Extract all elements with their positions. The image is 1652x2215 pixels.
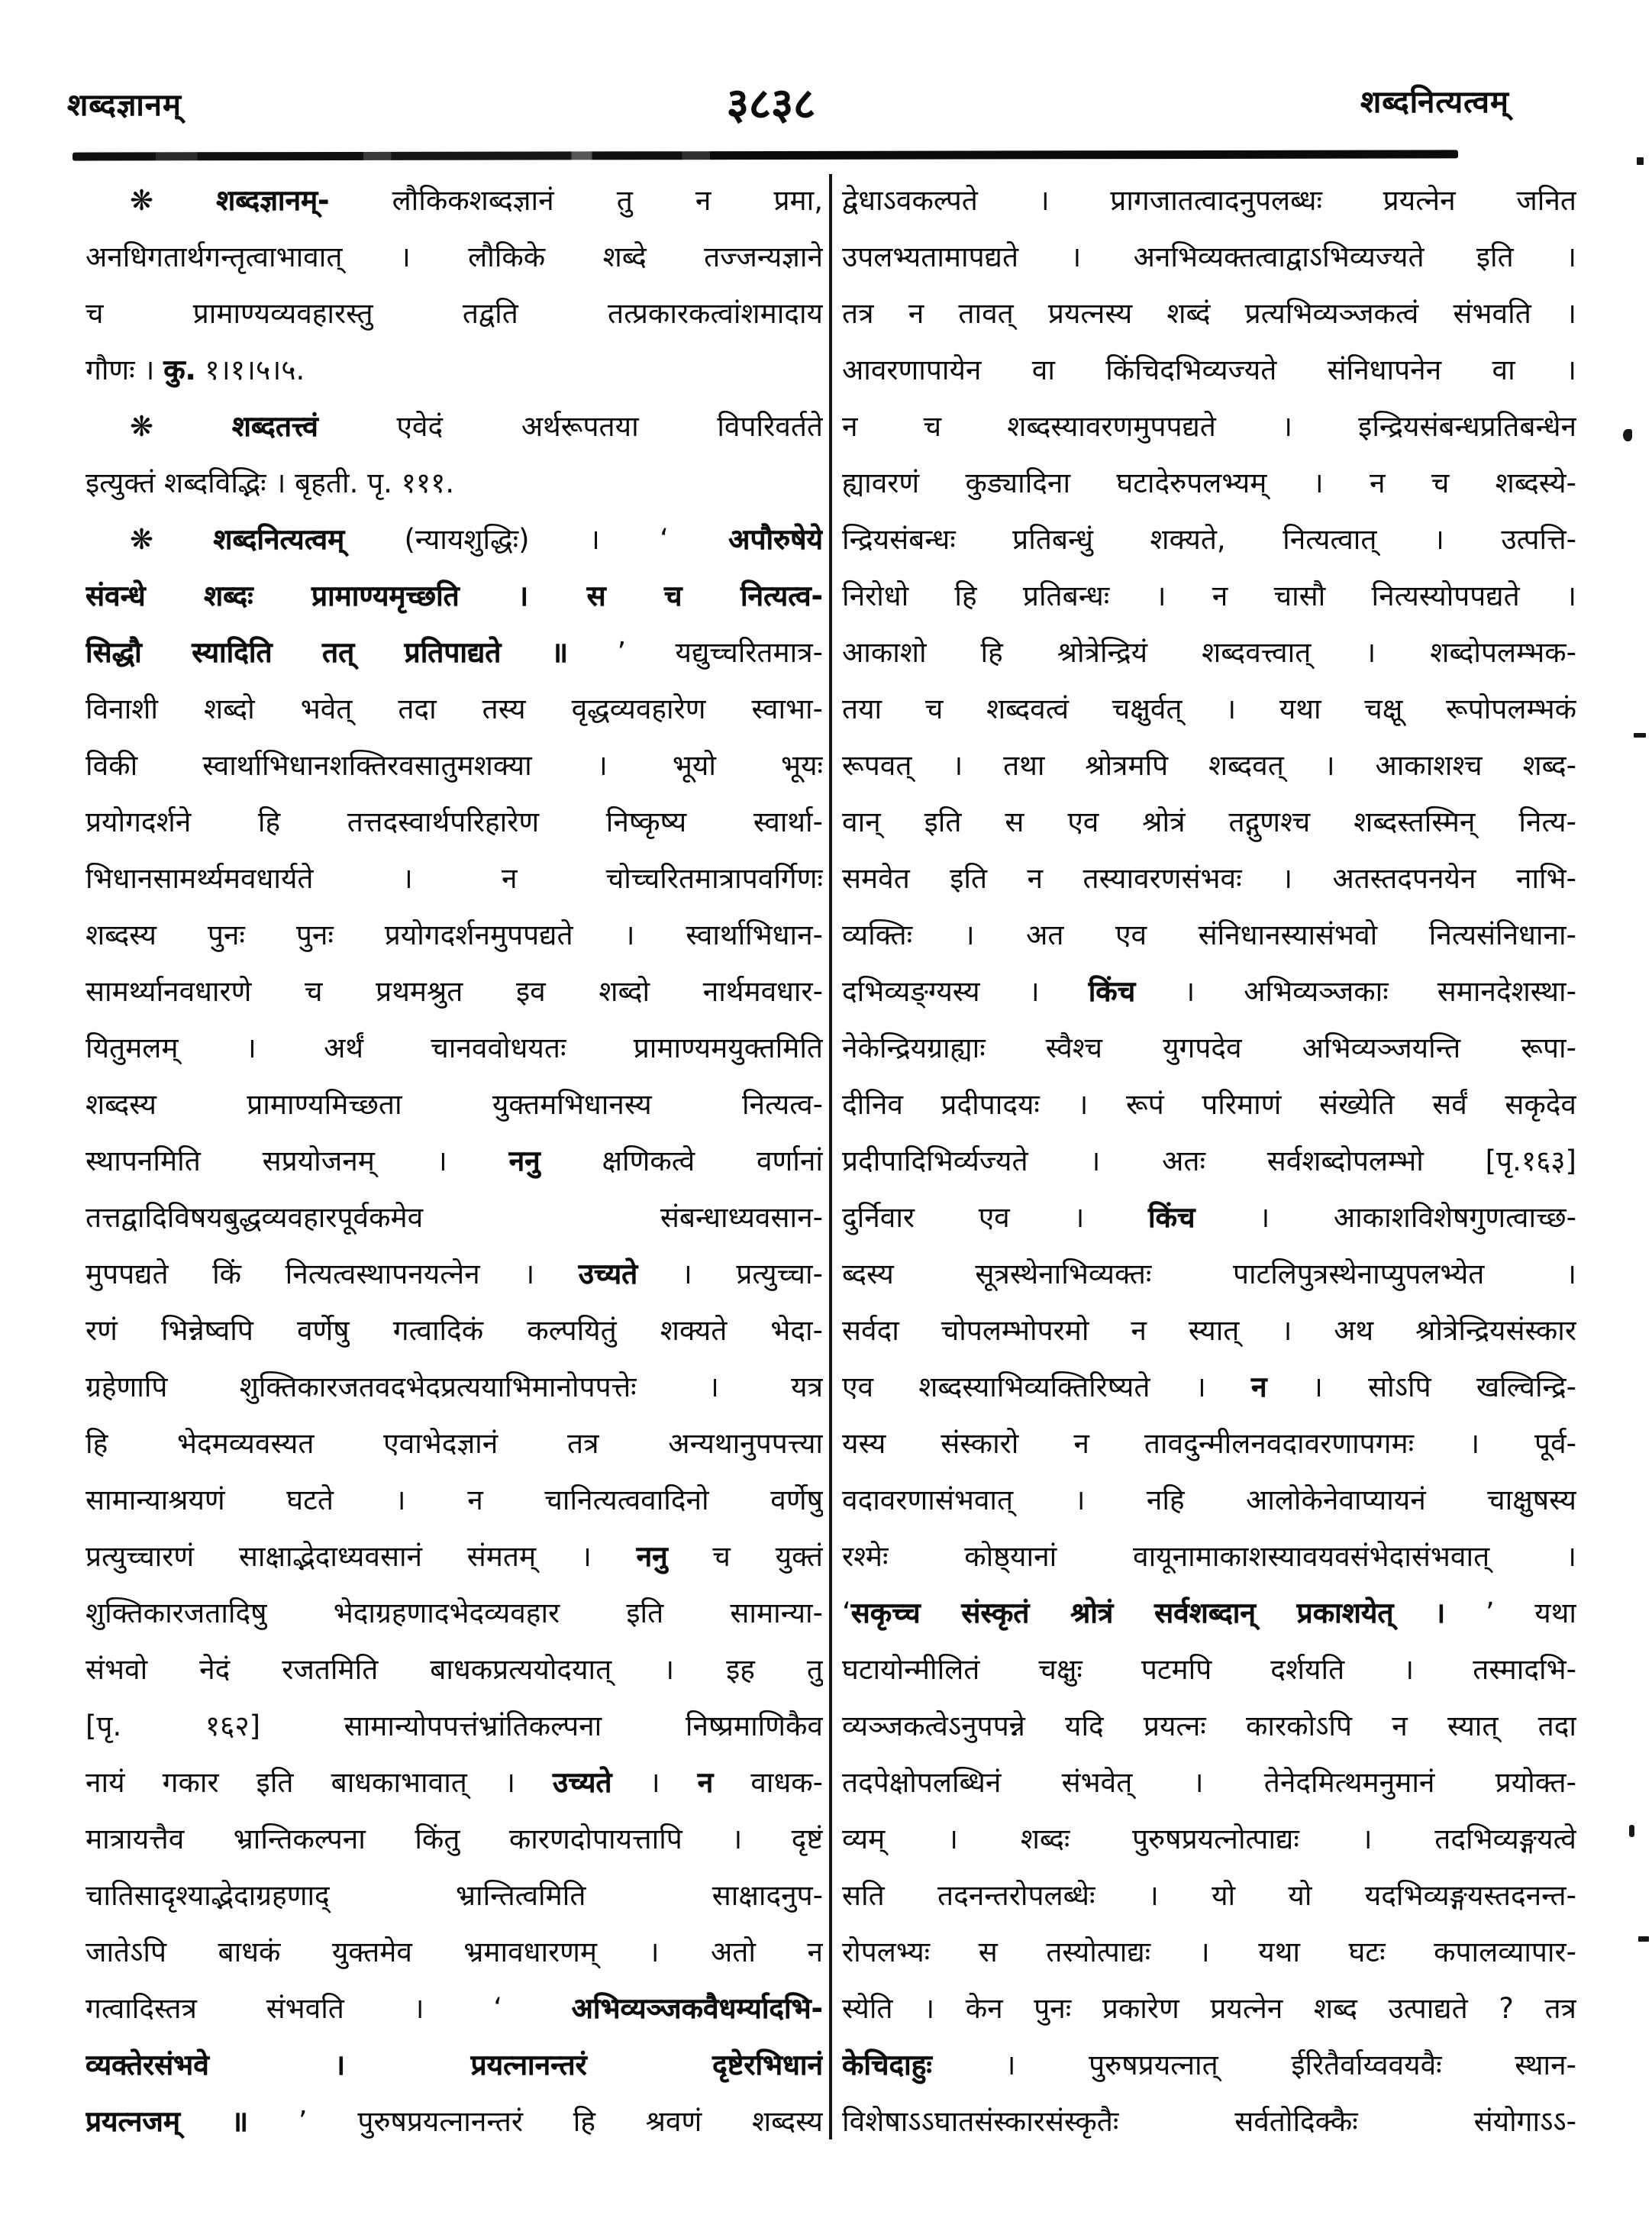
- text-run: । पुरुषप्रयत्नात् ईरितैर्वाय्ववयवैः स्थान-: [931, 2049, 1576, 2081]
- text-line: [842, 512, 1576, 568]
- bold-text-run: केचिदाहुः: [842, 2049, 932, 2081]
- text-run: विशेषाऽऽघातसंस्कारसंस्कृतैः सर्वतोदिक्कैः संयोगाऽऽ-: [842, 2105, 1576, 2138]
- bold-text-run: किंच: [1148, 1201, 1195, 1234]
- text-line: [86, 681, 823, 738]
- text-line: [86, 1755, 823, 1811]
- bold-text-run: ननु: [508, 1145, 540, 1177]
- text-run: [पृ. १६२] सामान्योपपत्तंभ्रांतिकल्पना निष्प्रमाणिकैव: [86, 1710, 823, 1742]
- text-run: ब्दस्य सूत्रस्थेनाभिव्यक्तः पाटलिपुत्रस्थेनाप्युपलभ्येत ।: [842, 1258, 1576, 1290]
- bold-text-run: शब्दज्ञानम्-: [216, 184, 330, 217]
- text-line: [86, 1359, 823, 1416]
- text-line: [86, 1642, 823, 1698]
- text-run: ।: [611, 1766, 698, 1799]
- text-line: [842, 1020, 1576, 1077]
- text-line: [86, 229, 823, 286]
- text-line: [842, 1811, 1576, 1868]
- text-line: [86, 1246, 823, 1303]
- scan-speck: [1637, 157, 1644, 165]
- bold-text-run: शब्दतत्त्वं: [231, 410, 318, 443]
- left-column: [86, 173, 823, 2150]
- text-line: [842, 851, 1576, 907]
- text-line: [86, 1868, 823, 1924]
- text-line: [86, 1190, 823, 1246]
- text-run: ‘: [842, 1597, 851, 1629]
- text-run: उपलभ्यतामापद्यते । अनभिव्यक्तत्वाद्वाऽभिव्यज्यते इति ।: [842, 241, 1576, 273]
- text-run: ग्रहेणापि शुक्तिकारजतवदभेदप्रत्ययाभिमानोपपत्तेः । यत्र: [86, 1371, 823, 1403]
- text-run: लौकिकशब्दज्ञानं तु न प्रमा,: [329, 184, 823, 217]
- text-run: स्येति । केन पुनः प्रकारेण प्रयत्नेन शब्द उत्पाद्यते ? तत्र: [842, 1992, 1576, 2025]
- text-line: [86, 568, 823, 625]
- text-run: च युक्तं: [667, 1540, 823, 1573]
- text-line: [842, 681, 1576, 738]
- text-run: समवेत इति न तस्यावरणसंभवः । अतस्तदपनयेन नाभि-: [842, 862, 1576, 895]
- scan-speck: [1634, 733, 1646, 738]
- text-run: दीनिव प्रदीपादयः । रूपं परिमाणं संख्येति सर्वं सकृदेव: [842, 1088, 1576, 1121]
- text-line: [842, 964, 1576, 1020]
- text-run: तया च शब्दवत्वं चक्षुर्वत् । यथा चक्षू रूपोपलम्भकं: [842, 693, 1576, 725]
- text-run: गौणः ।: [86, 354, 164, 386]
- text-run: वाधक-: [713, 1766, 823, 1799]
- bold-text-run: किंच: [1088, 975, 1136, 1008]
- text-run: सामर्थ्यानवधारणे च प्रथमश्रुत इव शब्दो नार्थमवधार-: [86, 975, 823, 1008]
- bold-text-run: न: [697, 1766, 714, 1799]
- text-run: ❋: [130, 523, 214, 556]
- text-run: ’ पुरुषप्रयत्नानन्तरं हि श्रवणं शब्दस्य: [248, 2105, 823, 2138]
- text-run: । सोऽपि खल्विन्द्रि-: [1266, 1371, 1576, 1403]
- text-run: रश्मेः कोष्ठ्यानां वायूनामाकाशस्यावयवसंभेदासंभवात् ।: [842, 1540, 1576, 1573]
- text-line: [86, 1077, 823, 1133]
- text-run: जातेऽपि बाधकं युक्तमेव भ्रमावधारणम् । अतो न: [86, 1936, 823, 1968]
- text-line: [86, 1416, 823, 1472]
- text-run: च प्रामाण्यव्यवहारस्तु तद्वति तत्प्रकारकत्वांशमादाय: [86, 297, 823, 330]
- text-line: [86, 455, 823, 512]
- text-line: [842, 2094, 1576, 2150]
- text-line: [842, 1529, 1576, 1585]
- text-line: [86, 1133, 823, 1190]
- text-run: तदपेक्षोपलब्धिनं संभवेत् । तेनेदमित्थमनुमानं प्रयोक्त-: [842, 1766, 1576, 1799]
- text-line: [842, 399, 1576, 455]
- bold-text-run: सकृच्च संस्कृतं श्रोत्रं सर्वशब्दान् प्रकाशयेत् ।: [850, 1597, 1446, 1629]
- scan-speck: [1623, 429, 1632, 441]
- text-line: [86, 512, 823, 568]
- header-rule: [73, 150, 1458, 160]
- text-line: [86, 2094, 823, 2150]
- text-line: [86, 964, 823, 1020]
- text-run: तत्र न तावत् प्रयत्नस्य शब्दं प्रत्यभिव्यञ्जकत्वं संभवति ।: [842, 297, 1576, 330]
- text-run: विनाशी शब्दो भवेत् तदा तस्य वृद्धव्यवहारेण स्वाभा-: [86, 693, 823, 725]
- text-line: [86, 738, 823, 794]
- text-run: हि भेदमव्यवस्यत एवाभेदज्ञानं तत्र अन्यथानुपपत्त्या: [86, 1427, 823, 1460]
- text-run: शुक्तिकारजतादिषु भेदाग्रहणादभेदव्यवहार इति सामान्या-: [86, 1597, 823, 1629]
- text-line: [86, 851, 823, 907]
- scan-speck: [1638, 1936, 1649, 1942]
- text-line: [86, 1924, 823, 1981]
- text-line: [86, 286, 823, 342]
- scan-speck: [1629, 1825, 1634, 1837]
- text-run: यस्य संस्कारो न तावदुन्मीलनवदावरणापगमः । पूर्व-: [842, 1427, 1576, 1460]
- text-run: मुपपद्यते किं नित्यत्वस्थापनयत्नेन ।: [86, 1258, 579, 1290]
- bold-text-run: शब्दनित्यत्वम्: [213, 523, 345, 556]
- text-line: [86, 907, 823, 964]
- text-line: [86, 625, 823, 681]
- text-line: [842, 1472, 1576, 1529]
- text-run: सति तदनन्तरोपलब्धेः । यो यो यदभिव्यङ्गयस्तदनन्त-: [842, 1879, 1576, 1912]
- bold-text-run: अपौरुषेये: [728, 523, 823, 556]
- text-run: दभिव्यङ्ग्यस्य ।: [842, 975, 1089, 1008]
- text-run: । आकाशविशेषगुणत्वाच्छ-: [1195, 1201, 1576, 1234]
- bold-text-run: ननु: [636, 1540, 668, 1573]
- text-run: आकाशो हि श्रोत्रेन्द्रियं शब्दवत्त्वात् । शब्दोपलम्भक-: [842, 636, 1576, 669]
- text-run: दुर्निवार एव ।: [842, 1201, 1149, 1234]
- text-run: वदावरणासंभवात् । नहि आलोकेनेवाप्यायनं चाक्षुषस्य: [842, 1484, 1576, 1516]
- text-line: [842, 1246, 1576, 1303]
- text-line: [86, 1981, 823, 2037]
- text-run: भिधानसामर्थ्यमवधार्यते । न चोच्चरितमात्रापवर्गिणः: [86, 862, 823, 895]
- text-line: [842, 342, 1576, 399]
- text-run: नायं गकार इति बाधकाभावात् ।: [86, 1766, 553, 1799]
- text-line: [86, 342, 823, 399]
- text-line: [86, 2037, 823, 2094]
- text-run: गत्वादिस्तत्र संभवति । ‘: [86, 1992, 572, 2025]
- page-number: ३८३८: [726, 79, 816, 129]
- text-line: [842, 1642, 1576, 1698]
- text-line: [86, 1811, 823, 1868]
- text-run: ’ यथा: [1445, 1597, 1576, 1629]
- text-line: [842, 455, 1576, 512]
- text-run: घटायोन्मीलितं चक्षुः पटमपि दर्शयति । तस्मादभि-: [842, 1653, 1576, 1686]
- text-run: वान् इति स एव श्रोत्रं तद्गुणश्च शब्दस्तस्मिन् नित्य-: [842, 806, 1576, 838]
- bold-text-run: उच्यते: [578, 1258, 638, 1290]
- column-divider: [829, 174, 832, 2139]
- text-run: । प्रत्युच्चा-: [637, 1258, 823, 1290]
- text-line: [842, 1868, 1576, 1924]
- text-run: व्यञ्जकत्वेऽनुपपन्ने यदि प्रयत्नः कारकोऽपि न स्यात् तदा: [842, 1710, 1576, 1742]
- text-run: विकी स्वार्थाभिधानशक्तिरवसातुमशक्या । भूयो भूयः: [86, 749, 823, 782]
- text-line: [842, 1416, 1576, 1472]
- text-line: [842, 1303, 1576, 1359]
- text-run: क्षणिकत्वे वर्णानां: [540, 1145, 823, 1177]
- running-head-right: शब्दनित्यत्वम्: [1360, 85, 1509, 120]
- text-line: [842, 1924, 1576, 1981]
- text-run: प्रत्युच्चारणं साक्षाद्भेदाध्यवसानं संमतम् ।: [86, 1540, 637, 1573]
- text-line: [842, 1077, 1576, 1133]
- text-run: शब्दस्य प्रामाण्यमिच्छता युक्तमभिधानस्य नित्यत्व-: [86, 1088, 823, 1121]
- text-run: मात्रायत्तैव भ्रान्तिकल्पना किंतु कारणदोपायत्तापि । दृष्टं: [86, 1823, 823, 1855]
- text-line: [842, 173, 1576, 229]
- text-line: [842, 907, 1576, 964]
- text-run: आवरणापायेन वा किंचिदभिव्यज्यते संनिधापनेन वा ।: [842, 354, 1576, 386]
- running-head-left: शब्दज्ञानम्: [67, 88, 182, 123]
- text-run: एव शब्दस्याभिव्यक्तिरिष्यते ।: [842, 1371, 1252, 1403]
- text-run: प्रदीपादिभिर्व्यज्यते । अतः सर्वशब्दोपलम्भो [पृ.१६३]: [842, 1145, 1576, 1177]
- text-run: इत्युक्तं शब्दविद्भिः । बृहती. पृ. १११.: [86, 467, 455, 499]
- text-line: [842, 1133, 1576, 1190]
- text-run: ह्यावरणं कुड्यादिना घटादेरुपलभ्यम् । न च शब्दस्ये-: [842, 467, 1576, 499]
- bold-text-run: अभिव्यञ्जकवैधर्म्यादभि-: [571, 1992, 823, 2025]
- text-line: [842, 568, 1576, 625]
- bold-text-run: न: [1251, 1371, 1267, 1403]
- bold-text-run: उच्यते: [553, 1766, 612, 1799]
- text-run: । अभिव्यञ्जकाः समानदेशस्था-: [1135, 975, 1576, 1008]
- text-run: द्वेधाऽवकल्पते । प्रागजातत्वादनुपलब्धः प्रयत्नेन जनित: [842, 184, 1576, 217]
- text-line: [86, 1020, 823, 1077]
- text-line: [86, 794, 823, 851]
- text-line: [842, 1698, 1576, 1755]
- text-line: [842, 1359, 1576, 1416]
- text-run: रोपलभ्यः स तस्योत्पाद्यः । यथा घटः कपालव्यापार-: [842, 1936, 1576, 1968]
- text-run: तत्तद्वादिविषयबुद्धव्यवहारपूर्वकमेव संबन्धाध्यवसान-: [86, 1201, 823, 1234]
- text-run: न च शब्दस्यावरणमुपपद्यते । इन्द्रियसंबन्धप्रतिबन्धेन: [842, 410, 1576, 443]
- text-run: रूपवत् । तथा श्रोत्रमपि शब्दवत् । आकाशश्च शब्द-: [842, 749, 1576, 782]
- text-line: [842, 229, 1576, 286]
- text-line: [842, 2037, 1576, 2094]
- text-run: व्यक्तिः । अत एव संनिधानस्यासंभवो नित्यसंनिधाना-: [842, 919, 1576, 951]
- bold-text-run: सिद्धौ स्यादिति तत् प्रतिपाद्यते ॥: [86, 636, 569, 669]
- text-line: [842, 1190, 1576, 1246]
- text-run: संभवो नेदं रजतमिति बाधकप्रत्ययोदयात् । इह तु: [86, 1653, 823, 1686]
- text-run: (न्यायशुद्धिः) । ‘: [344, 523, 729, 556]
- text-line: [86, 1698, 823, 1755]
- text-run: स्थापनमिति सप्रयोजनम् ।: [86, 1145, 509, 1177]
- text-line: [86, 1585, 823, 1642]
- text-line: [86, 1472, 823, 1529]
- right-column: [842, 173, 1576, 2150]
- text-run: एवेदं अर्थरूपतया विपरिवर्तते: [318, 410, 823, 443]
- text-run: १।१।५।५.: [195, 354, 305, 386]
- text-run: न्द्रियसंबन्धः प्रतिबन्धुं शक्यते, नित्यत्वात् । उत्पत्ति-: [842, 523, 1576, 556]
- text-line: [86, 399, 823, 455]
- bold-text-run: कु.: [163, 354, 196, 386]
- text-run: यितुमलम् । अर्थं चानववोधयतः प्रामाण्यमयुक्तमिति: [86, 1032, 823, 1064]
- text-line: [86, 1303, 823, 1359]
- text-run: प्रयोगदर्शने हि तत्तदस्वार्थपरिहारेण निष्कृष्य स्वार्था-: [86, 806, 823, 838]
- bold-text-run: व्यक्तेरसंभवे । प्रयत्नानन्तरं दृष्टेरभिधानं: [86, 2049, 823, 2081]
- text-run: व्यम् । शब्दः पुरुषप्रयत्नोत्पाद्यः । तदभिव्यङ्गयत्वे: [842, 1823, 1576, 1855]
- text-line: [842, 1981, 1576, 2037]
- text-line: [86, 1529, 823, 1585]
- text-run: सर्वदा चोपलम्भोपरमो न स्यात् । अथ श्रोत्रेन्द्रियसंस्कार: [842, 1314, 1576, 1347]
- text-run: ❋: [130, 410, 232, 443]
- text-line: [842, 1755, 1576, 1811]
- text-run: नेकेन्द्रियग्राह्याः स्वैश्च युगपदेव अभिव्यञ्जयन्ति रूपा-: [842, 1032, 1576, 1064]
- bold-text-run: संवन्धे शब्दः प्रामाण्यमृच्छति । स च नित्यत्व-: [86, 580, 823, 612]
- text-line: [842, 1585, 1576, 1642]
- text-run: रणं भिन्नेष्वपि वर्णेषु गत्वादिकं कल्पयितुं शक्यते भेदा-: [86, 1314, 823, 1347]
- bold-text-run: प्रयत्नजम् ॥: [86, 2105, 249, 2138]
- text-line: [842, 738, 1576, 794]
- text-run: अनधिगतार्थगन्तृत्वाभावात् । लौकिके शब्दे तज्जन्यज्ञाने: [86, 241, 823, 273]
- text-run: शब्दस्य पुनः पुनः प्रयोगदर्शनमुपपद्यते । स्वार्थाभिधान-: [86, 919, 823, 951]
- text-line: [842, 625, 1576, 681]
- text-line: [842, 794, 1576, 851]
- text-run: सामान्याश्रयणं घटते । न चानित्यत्ववादिनो वर्णेषु: [86, 1484, 823, 1516]
- text-run: चातिसादृश्याद्भेदाग्रहणाद् भ्रान्तित्वमिति साक्षादनुप-: [86, 1879, 823, 1912]
- text-run: निरोधो हि प्रतिबन्धः । न चासौ नित्यस्योपपद्यते ।: [842, 580, 1576, 612]
- text-line: [842, 286, 1576, 342]
- text-run: ❋: [130, 184, 217, 217]
- text-line: [86, 173, 823, 229]
- text-run: ’ यद्युच्चरितमात्र-: [568, 636, 823, 669]
